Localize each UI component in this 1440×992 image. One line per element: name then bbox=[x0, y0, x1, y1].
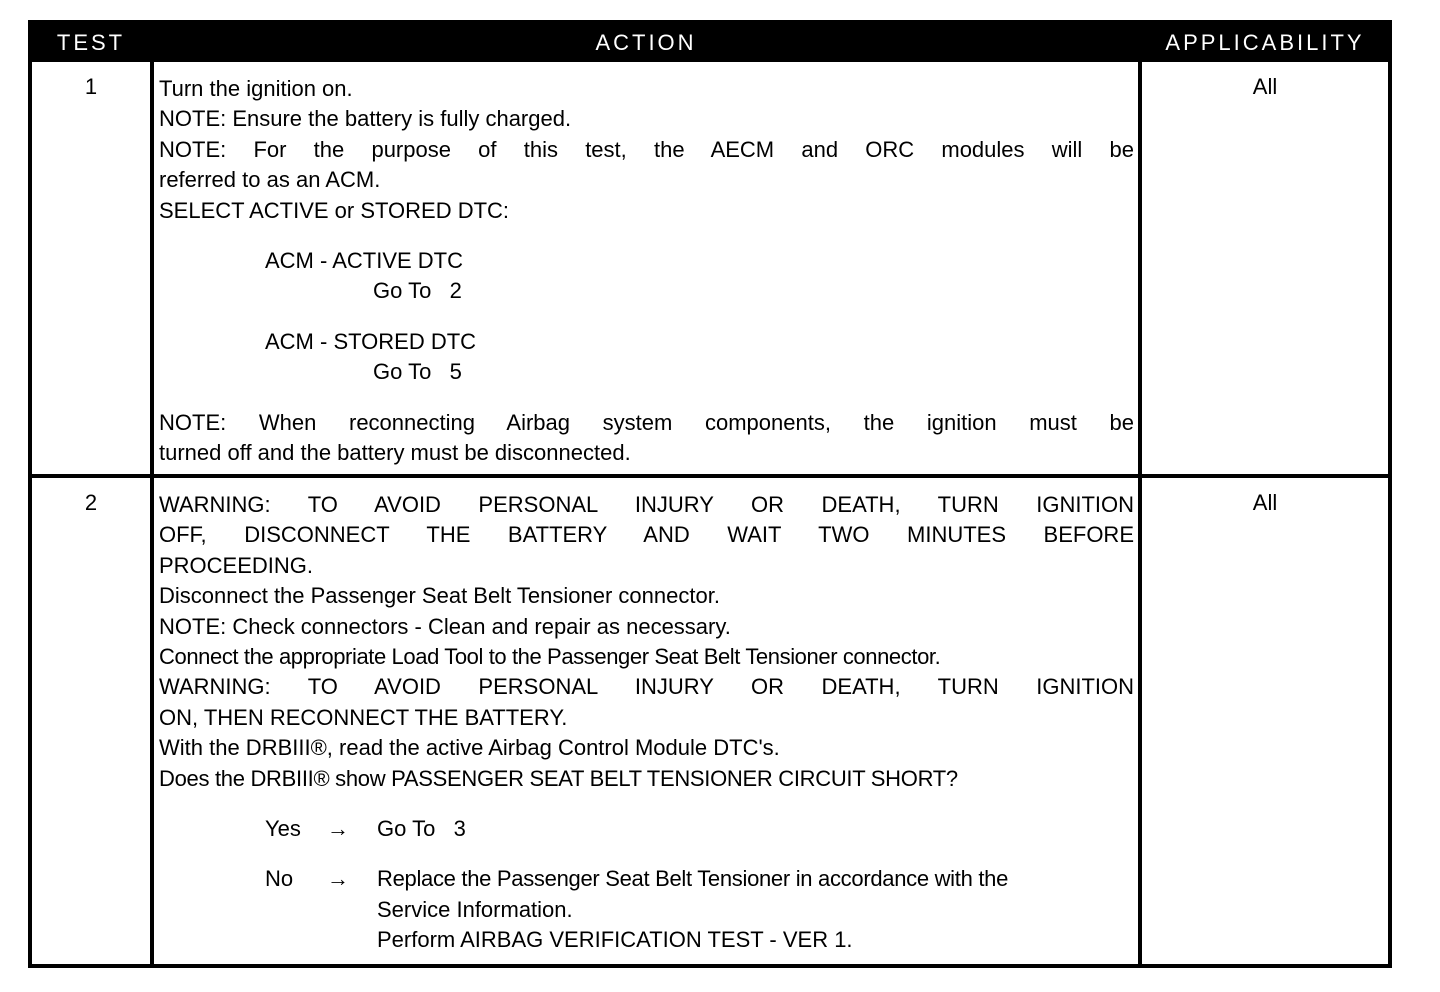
arrow-right-icon: → bbox=[327, 816, 349, 842]
test-number: 1 bbox=[84, 74, 98, 99]
option-goto: Go To 2 bbox=[373, 278, 462, 304]
action-line: With the DRBIII®, read the active Airbag Control Module DTC's. bbox=[159, 735, 780, 761]
action-cell bbox=[159, 490, 1134, 956]
arrow-right-icon: → bbox=[327, 866, 349, 892]
yes-label: Yes bbox=[265, 816, 301, 842]
yes-result: Go To 3 bbox=[377, 816, 466, 842]
action-line: NOTE: For the purpose of this test, the AECM and ORC modules will be bbox=[159, 136, 1134, 162]
header-action: ACTION bbox=[595, 30, 697, 55]
action-line: Does the DRBIII® show PASSENGER SEAT BELT TENSIONER CIRCUIT SHORT? bbox=[159, 765, 958, 791]
action-line: Turn the ignition on. bbox=[159, 76, 353, 101]
no-result bbox=[377, 864, 1130, 955]
action-line: referred to as an ACM. bbox=[159, 167, 381, 193]
option-label: ACM - STORED DTC bbox=[265, 328, 477, 354]
header-test: TEST bbox=[56, 30, 126, 55]
option-goto: Go To 5 bbox=[373, 359, 462, 385]
action-line: WARNING: TO AVOID PERSONAL INJURY OR DEATH, TURN IGNITION bbox=[159, 674, 1134, 700]
action-line: PROCEEDING. bbox=[159, 552, 314, 578]
applicability-cell: All bbox=[1252, 74, 1278, 99]
no-choice bbox=[159, 864, 1134, 955]
table-row bbox=[32, 62, 1388, 474]
no-result-line: Replace the Passenger Seat Belt Tensioner in accordance with the bbox=[377, 866, 1009, 892]
note-line: NOTE: When reconnecting Airbag system components, the ignition must be bbox=[159, 409, 1134, 435]
yes-choice bbox=[159, 814, 1134, 844]
action-line: Connect the appropriate Load Tool to the Passenger Seat Belt Tensioner connector. bbox=[159, 644, 941, 670]
table-row bbox=[32, 478, 1388, 968]
action-line: NOTE: Check connectors - Clean and repair as necessary. bbox=[159, 613, 731, 639]
table-header bbox=[32, 24, 1388, 62]
diagnostic-table bbox=[28, 20, 1392, 968]
no-result-line: Service Information. bbox=[377, 896, 573, 922]
action-line: OFF, DISCONNECT THE BATTERY AND WAIT TWO MINUTES BEFORE bbox=[159, 522, 1134, 548]
action-line: ON, THEN RECONNECT THE BATTERY. bbox=[159, 704, 568, 730]
action-cell bbox=[159, 74, 1134, 468]
applicability-cell: All bbox=[1252, 490, 1278, 515]
action-line: WARNING: TO AVOID PERSONAL INJURY OR DEATH, TURN IGNITION bbox=[159, 492, 1134, 517]
header-applicability: APPLICABILITY bbox=[1165, 30, 1365, 55]
action-line: SELECT ACTIVE or STORED DTC: bbox=[159, 197, 510, 223]
option-label: ACM - ACTIVE DTC bbox=[265, 248, 464, 274]
no-label: No bbox=[265, 866, 294, 892]
no-result-line: Perform AIRBAG VERIFICATION TEST - VER 1. bbox=[377, 927, 853, 953]
test-number: 2 bbox=[84, 490, 98, 515]
action-line: NOTE: Ensure the battery is fully charged. bbox=[159, 106, 572, 132]
action-line: Disconnect the Passenger Seat Belt Tensioner connector. bbox=[159, 583, 720, 609]
note-line: turned off and the battery must be disconnected. bbox=[159, 440, 631, 466]
